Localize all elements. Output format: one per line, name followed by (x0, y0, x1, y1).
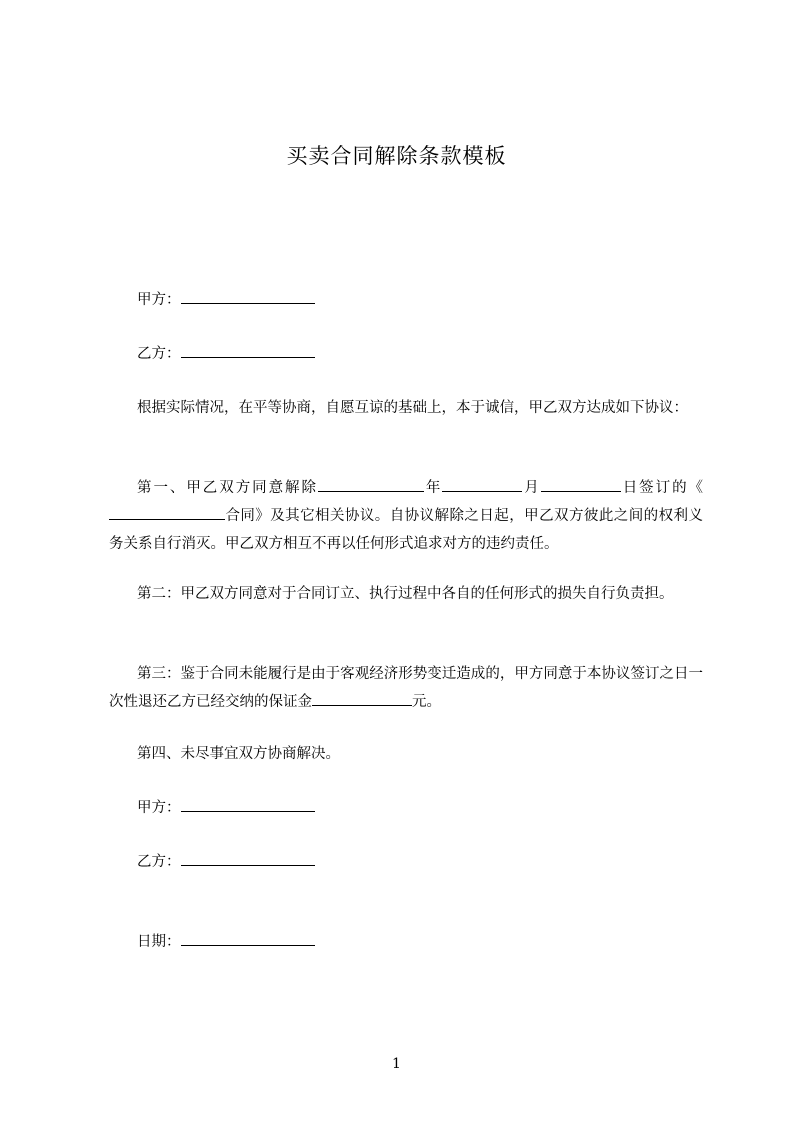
clause-2-paragraph: 第二：甲乙双方同意对于合同订立、执行过程中各自的任何形式的损失自行负责担。 (137, 586, 674, 602)
party-b-blank (181, 341, 315, 358)
party-a-label: 甲方： (137, 292, 181, 308)
sign-party-a-blank (181, 795, 315, 812)
clause-1-year: 年 (423, 480, 443, 496)
sign-party-a-label: 甲方： (137, 800, 181, 816)
sign-party-b-label: 乙方： (137, 854, 181, 870)
clause-1-contract-blank (109, 503, 225, 520)
clause-1-day-blank (541, 475, 621, 492)
clause-3-unit: 元。 (412, 694, 441, 710)
sign-party-b-blank (181, 849, 315, 866)
party-b-line (137, 340, 315, 368)
page-number: 1 (392, 1056, 401, 1072)
clause-1-day-signed: 日签订的《 (620, 480, 704, 496)
clause-1-date-blank (318, 475, 424, 492)
date-line (137, 928, 315, 956)
clause-1-month-blank (442, 475, 522, 492)
intro-paragraph: 根据实际情况，在平等协商，自愿互谅的基础上，本于诚信，甲乙双方达成如下协议： (137, 400, 688, 416)
clause-4-line: 第四、未尽事宜双方协商解决。 (137, 746, 340, 762)
clause-1-month: 月 (522, 480, 541, 496)
date-label: 日期： (137, 934, 181, 950)
party-a-line (137, 286, 315, 314)
sign-party-a-line (137, 794, 315, 822)
sign-party-b-line (137, 848, 315, 876)
party-b-label: 乙方： (137, 346, 181, 362)
clause-3-deposit-blank (312, 689, 412, 706)
clause-3-paragraph (109, 660, 703, 716)
clause-1-start: 第一、甲乙双方同意解除 (137, 480, 318, 496)
clause-1-contract: 合同》及其它相关协议。自协议解除之日起，甲乙双方彼此之间的权利义务关系自行消灭。甲乙双方相互不再以任何形式追求对方的违约责任。 (109, 508, 703, 552)
clause-3-text: 第三：鉴于合同未能履行是由于客观经济形势变迁造成的，甲方同意于本协议签订之日一次性退还乙方已经交纳的保证金 (109, 666, 703, 710)
party-a-blank (181, 287, 315, 304)
document-title: 买卖合同解除条款模板 (286, 144, 507, 168)
date-blank (181, 929, 315, 946)
clause-1-paragraph (109, 474, 703, 558)
